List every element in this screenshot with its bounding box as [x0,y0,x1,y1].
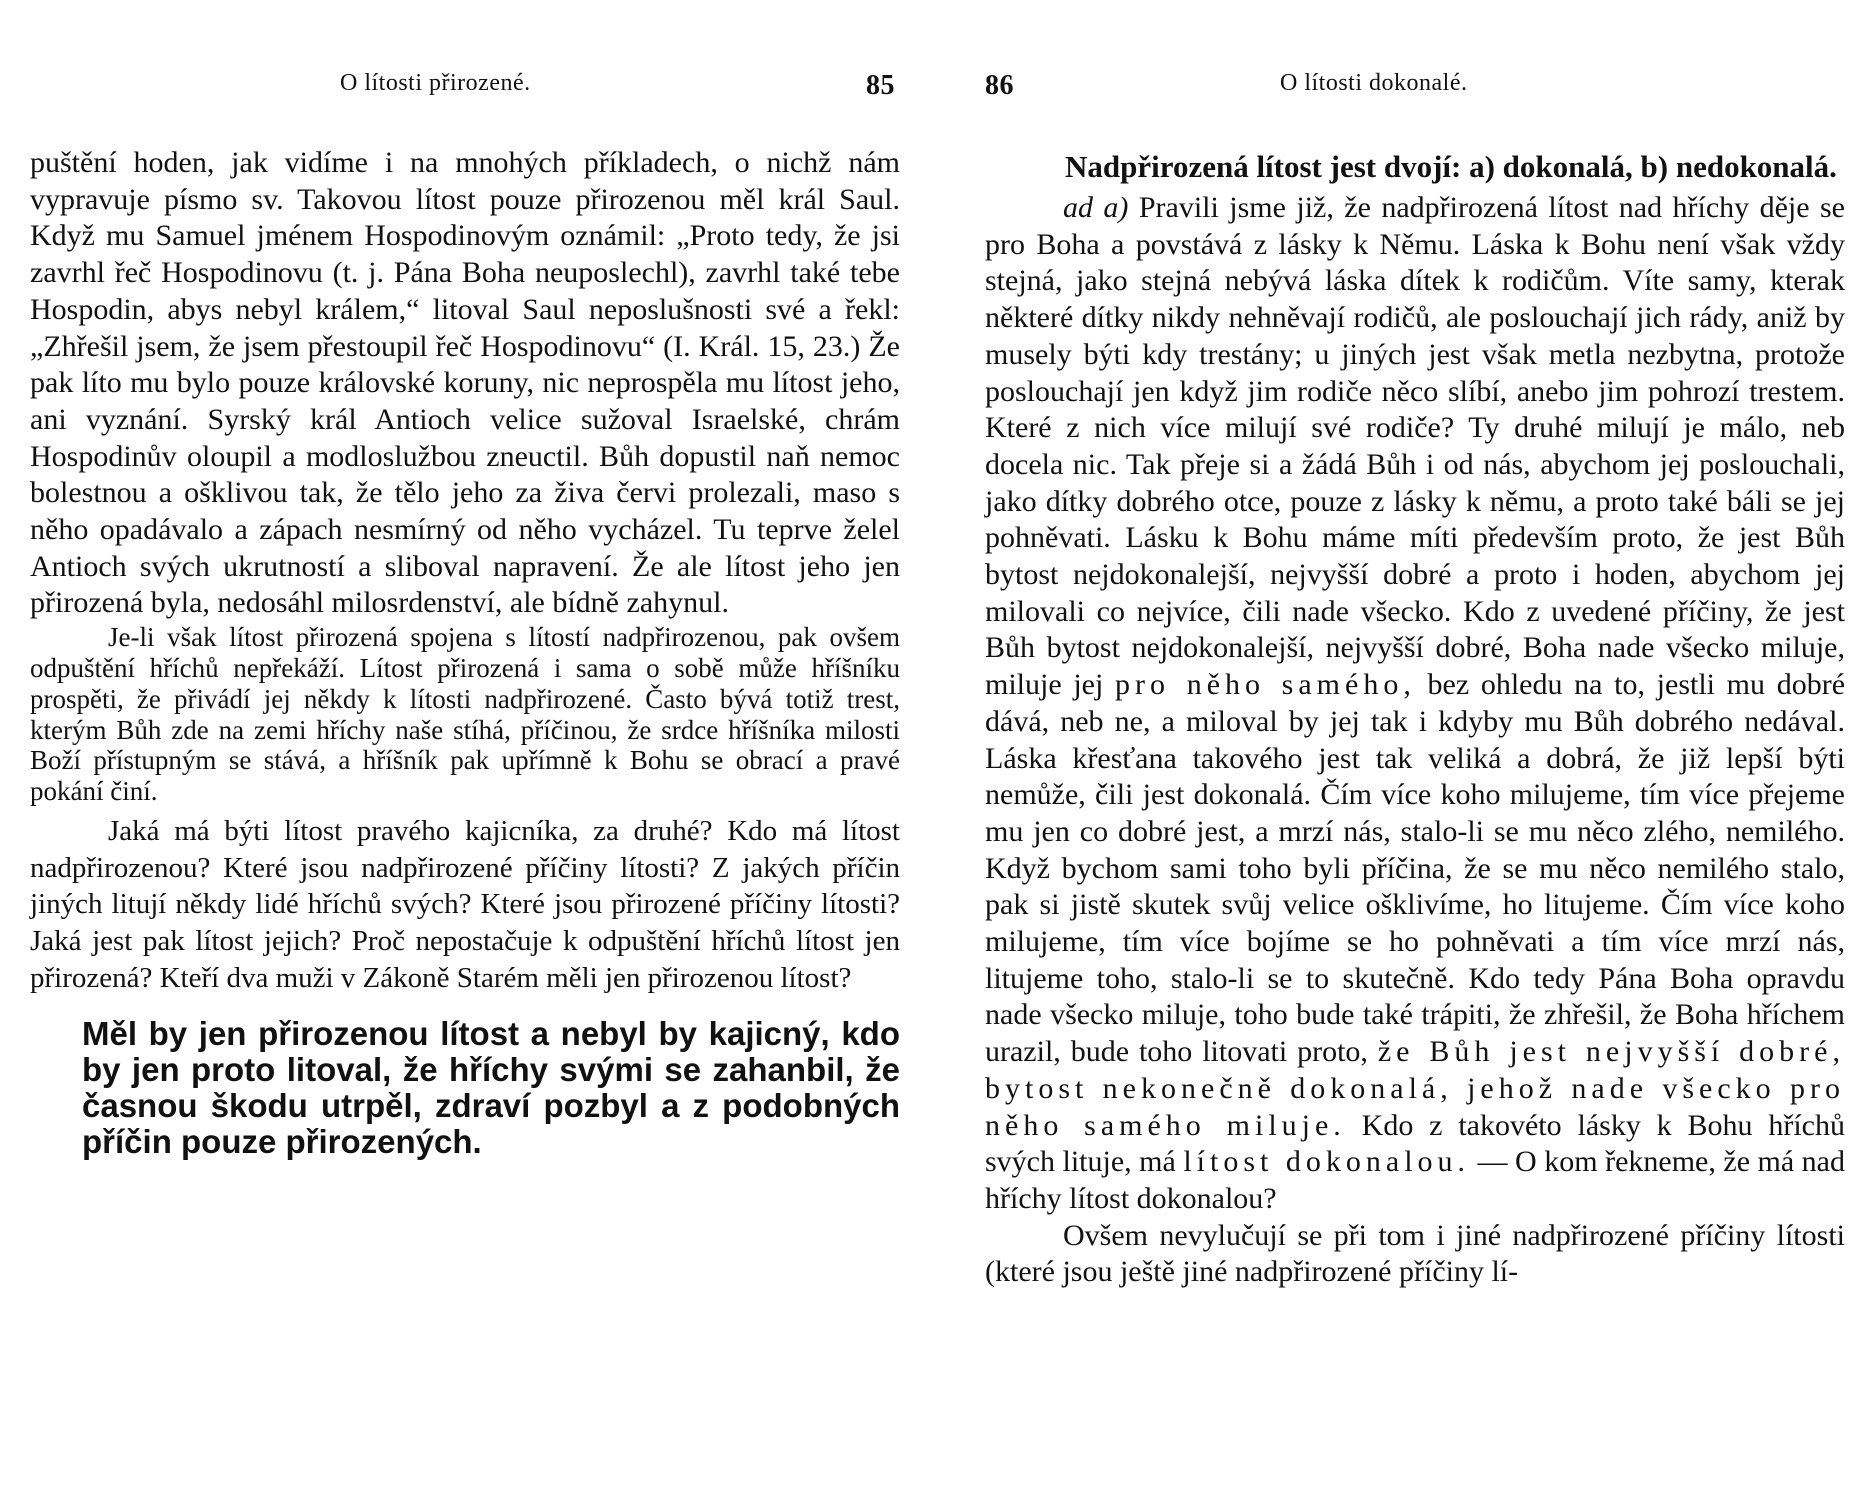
right-page [985,0,1845,1500]
paragraph-lead: ad a) [1063,191,1129,224]
left-body [30,145,900,1160]
spaced-emphasis-2: že Bůh jest nejvyšší dobré, bytost nekonečně dokonalá, jehož nade všecko pro něho samého miluje. [985,1035,1845,1142]
paragraph-1-text: Pravili jsme již, že nadpřirozená lítost nad hříchy děje se pro Boha a povstává z lásky k Němu. Láska k Bohu není však vždy stejná, jako stejná nebývá láska dítek k rodičům. Víte samy, kterak některé dítky nikdy nehněvají rodičů, ale poslouchají jich rády, aniž by musely býti kdy trestány; u jiných jest však metla nezbytna, protože poslouchají jen když jim rodiče něco slíbí, anebo jim pohrozí trestem. Které z nich více milují své rodiče? Ty druhé milují je málo, neb docela nic. Tak přeje si a žádá Bůh i od nás, abychom jej poslouchali, jako dítky dobrého otce, pouze z lásky k němu, a proto také báli se jej pohněvati. Lásku k Bohu máme míti především proto, že jest Bůh bytost nejdokonalejší, nejvyšší dobré a proto i hoden, abychom jej milovali co nejvíce, čili nade všecko. Kdo z uvedené příčiny, že jest Bůh bytost nejdokonalejší, nejvyšší dobré, Boha nade všecko miluje, miluje jej [985,191,1845,702]
paragraph-1d-text: — O kom řekneme, že má nad hříchy lítost dokonalou? [985,1145,1846,1215]
section-heading: Nadpřirozená lítost jest dvojí: a) dokonalá, b) nedokonalá. [1065,149,1837,184]
paragraph-1b-text: bez ohledu na to, jestli mu dobré dává, neb ne, a miloval by jej tak i kdyby mu Bůh dobrého nedával. Láska křesťana takového jest tak veliká a dobrá, že již lepší býti nemůže, čili jest dokonalá. Čím více koho milujeme, tím více přejeme mu jen co dobré jest, a mrzí nás, stalo-li se mu něco zlého, nemilého. Když bychom sami toho byli příčina, že se mu něco nemilého stalo, pak si jistě skutek svůj velice ošklivíme, ho litujeme. Čím více koho milujeme, tím více bojíme se ho pohněvati a tím více mrzí nás, litujeme toho, stalo-li se to skutečně. Kdo tedy Pána Boha opravdu nade všecko miluje, toho bude také trápiti, že zhřešil, že Boha hříchem urazil, bude toho litovati proto, [985,668,1846,1069]
spaced-emphasis-3: lítost dokonalou. [1183,1145,1471,1179]
right-running-header [985,70,1845,110]
bold-summary-heading: Měl by jen přirozenou lítost a nebyl by kajicný, kdo by jen proto litoval, že hříchy svými se zahanbil, že časnou škodu utrpěl, zdraví pozbyl a z podobných příčin pouze přirozených. [82,1015,900,1161]
left-page [30,0,900,1500]
left-paragraph-1: puštění hoden, jak vidíme i na mnohých příkladech, o nichž nám vypravuje písmo sv. Takovou lítost pouze přirozenou měl král Saul. Když mu Samuel jménem Hospodinovým oznámil: „Proto tedy, že jsi zavrhl řeč Hospodinovu (t. j. Pána Boha neuposlechl), zavrhl také tebe Hospodin, abys nebyl králem,“ litoval Saul neposlušnosti své a řekl: „Zhřešil jsem, že jsem přestoupil řeč Hospodinovu“ (I. Král. 15, 23.) Že pak líto mu bylo pouze královské koruny, nic neprospěla mu lítost jeho, ani vyznání. Syrský král Antioch velice sužoval Israelské, chrám Hospodinův oloupil a modloslužbou zneuctil. Bůh dopustil naň nemoc bolestnou a ošklivou tak, že tělo jeho za živa červi prolezali, maso s něho opadávalo a zápach nesmírný od něho vycházel. Tu teprve želel Antioch svých ukrutností a sliboval napravení. Že ale lítost jeho jen přirozená byla, nedosáhl milosrdenství, ale bídně zahynul. [30,146,900,620]
left-page-number: 85 [866,70,895,101]
right-page-number: 86 [985,70,1014,101]
left-running-title: O lítosti přirozené. [340,70,531,96]
left-running-header [30,70,900,110]
paragraph-1c-text: Kdo z takovéto lásky k Bohu hříchů svých lituje, má [985,1108,1846,1179]
review-questions: Jaká má býti lítost pravého kajicníka, za druhé? Kdo má lítost nadpřirozenou? Které jsou nadpřirozené příčiny lítosti? Z jakých příčin jiných litují někdy lidé hříchů svých? Které jsou přirozené příčiny lítosti? Jaká jest pak lítost jejich? Proč nepostačuje k odpuštění hříchů lítost jen přirozená? Kteří dva muži v Zákoně Starém měli jen přirozenou lítost? [30,814,900,994]
spaced-emphasis-1: pro něho samého, [1115,668,1416,702]
left-paragraph-2: Je-li však lítost přirozená spojena s lítostí nadpřirozenou, pak ovšem odpuštění hříchů nepřekáží. Lítost přirozená i sama o sobě může hříšníku prospěti, že přivádí jej někdy k lítosti nadpřirozené. Často bývá totiž trest, kterým Bůh zde na zemi hříchy naše stíhá, příčinou, že srdce hříšníka milosti Boží přístupným se stává, a hříšník pak upřímně k Bohu se obrací a pravé pokání činí. [30,622,900,807]
right-body [985,150,1845,1291]
right-paragraph-1 [985,190,1845,1218]
right-paragraph-2: Ovšem nevylučují se při tom i jiné nadpřirozené příčiny lítosti (které jsou ještě jiné nadpřirozené příčiny lí- [985,1218,1845,1289]
right-running-title: O lítosti dokonalé. [1280,70,1468,96]
